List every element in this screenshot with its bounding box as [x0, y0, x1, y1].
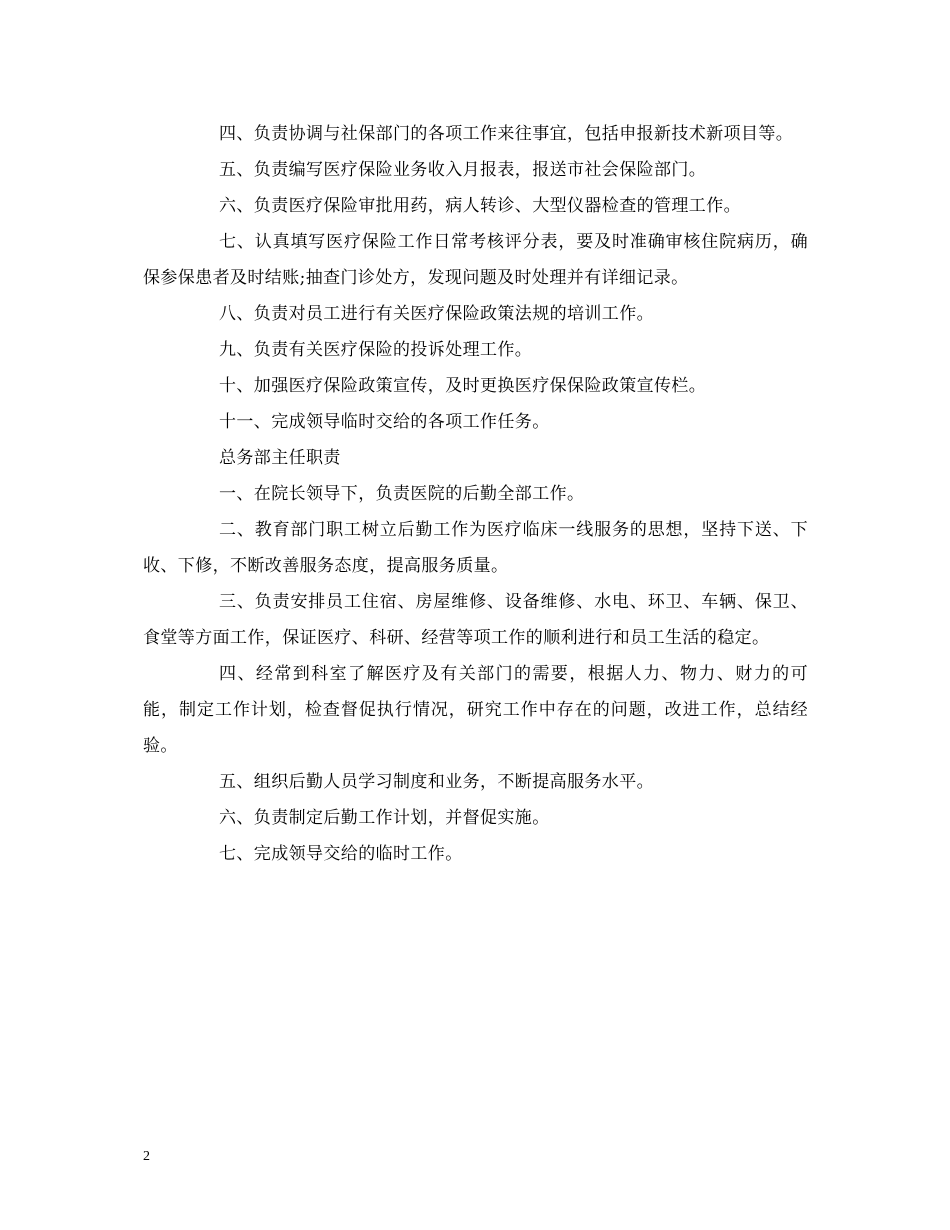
paragraph-10: 一、在院长领导下，负责医院的后勤全部工作。 [219, 484, 585, 504]
paragraph-12: 三、负责安排员工住宿、房屋维修、设备维修、水电、环卫、车辆、保卫、食堂等方面工作，保证医疗、科研、经营等项工作的顺利进行和员工生活的稳定。 [143, 592, 808, 648]
paragraph-8: 十一、完成领导临时交给的各项工作任务。 [219, 412, 550, 432]
page-number: 2 [143, 1149, 150, 1164]
paragraph-7: 十、加强医疗保险政策宣传，及时更换医疗保保险政策宣传栏。 [219, 376, 707, 396]
paragraph-4: 七、认真填写医疗保险工作日常考核评分表，要及时准确审核住院病历，确保参保患者及时结账;抽查门诊处方，发现问题及时处理并有详细记录。 [143, 232, 808, 288]
section-heading: 总务部主任职责 [219, 448, 341, 468]
paragraph-3: 六、负责医疗保险审批用药，病人转诊、大型仪器检查的管理工作。 [219, 196, 741, 216]
paragraph-14: 五、组织后勤人员学习制度和业务，不断提高服务水平。 [219, 772, 654, 792]
paragraph-11: 二、教育部门职工树立后勤工作为医疗临床一线服务的思想，坚持下送、下收、下修，不断改善服务态度，提高服务质量。 [143, 520, 808, 576]
document-body [143, 116, 808, 872]
paragraph-13: 四、经常到科室了解医疗及有关部门的需要，根据人力、物力、财力的可能，制定工作计划，检查督促执行情况，研究工作中存在的问题，改进工作，总结经验。 [143, 664, 808, 756]
paragraph-5: 八、负责对员工进行有关医疗保险政策法规的培训工作。 [219, 304, 654, 324]
paragraph-6: 九、负责有关医疗保险的投诉处理工作。 [219, 340, 533, 360]
paragraph-16: 七、完成领导交给的临时工作。 [219, 844, 463, 864]
paragraph-1: 四、负责协调与社保部门的各项工作来往事宜，包括申报新技术新项目等。 [219, 124, 794, 144]
paragraph-15: 六、负责制定后勤工作计划，并督促实施。 [219, 808, 550, 828]
paragraph-2: 五、负责编写医疗保险业务收入月报表，报送市社会保险部门。 [219, 160, 707, 180]
